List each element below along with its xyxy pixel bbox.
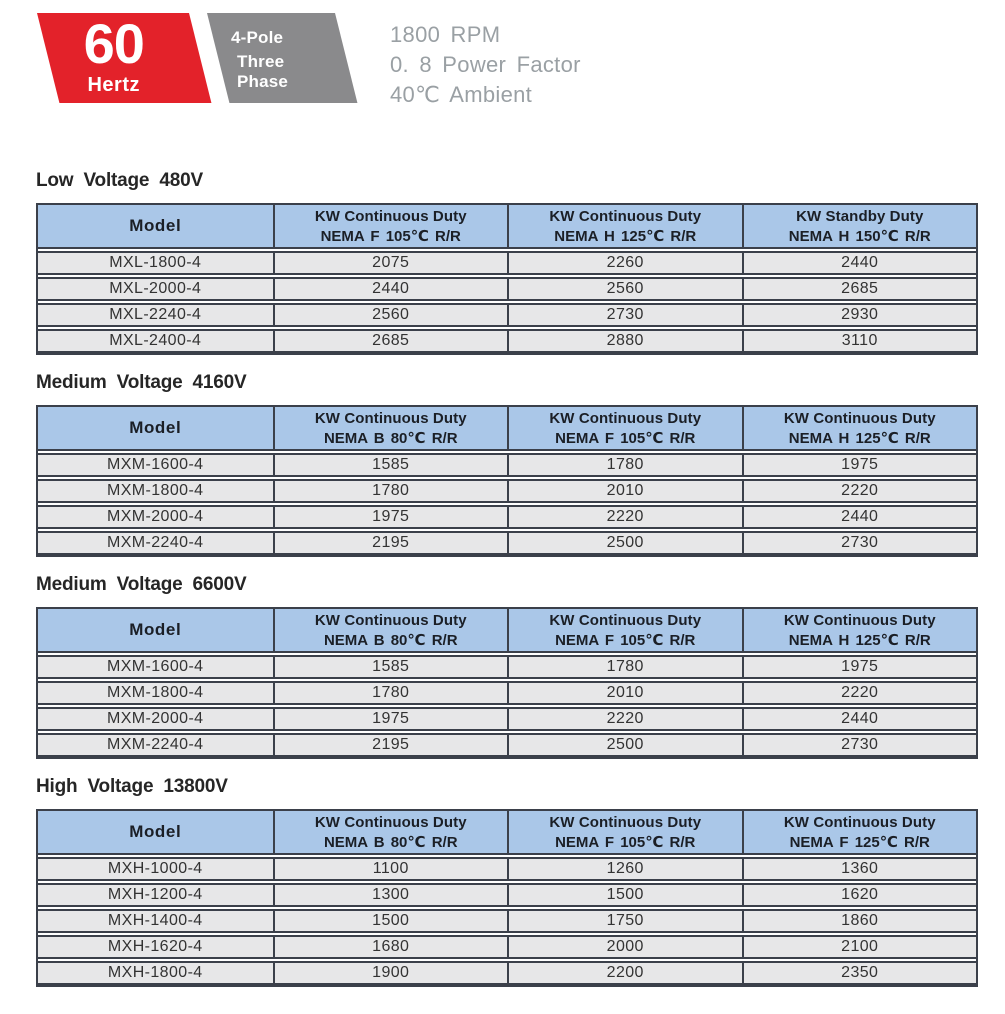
pole-label: 4-Pole [231, 28, 284, 47]
column-header [273, 811, 508, 855]
section-title: Medium Voltage 4160V [36, 372, 247, 393]
column-header [507, 205, 742, 249]
column-header-line1: Model [129, 216, 182, 235]
value-cell: 1780 [273, 479, 508, 503]
spec-table-wrapper [36, 405, 978, 557]
model-cell: MXH-1800-4 [38, 961, 273, 985]
column-header-line1: KW Continuous Duty [549, 207, 702, 225]
ambient-spec: 40℃ Ambient [390, 82, 533, 107]
table-row [38, 857, 976, 881]
table-row [38, 883, 976, 907]
column-header-line2: NEMA F 105℃ R/R [320, 227, 461, 245]
value-cell: 1585 [273, 655, 508, 679]
value-cell: 1620 [742, 883, 977, 907]
value-cell: 2195 [273, 531, 508, 555]
table-row [38, 453, 976, 477]
value-cell: 2880 [507, 329, 742, 353]
column-header-line1: KW Continuous Duty [314, 611, 467, 629]
column-header-line1: Model [129, 822, 182, 841]
header-row [38, 811, 976, 855]
column-header-line1: KW Continuous Duty [783, 409, 936, 427]
column-header-line1: KW Continuous Duty [549, 611, 702, 629]
column-header [38, 205, 273, 249]
model-cell: MXM-1600-4 [38, 655, 273, 679]
column-header [273, 407, 508, 451]
model-cell: MXH-1000-4 [38, 857, 273, 881]
model-cell: MXM-1800-4 [38, 681, 273, 705]
model-cell: MXM-2240-4 [38, 733, 273, 757]
value-cell: 1975 [742, 655, 977, 679]
model-cell: MXM-2000-4 [38, 707, 273, 731]
value-cell: 2440 [742, 505, 977, 529]
column-header-line1: KW Standby Duty [796, 207, 924, 225]
spec-list [390, 20, 581, 110]
value-cell: 2220 [507, 505, 742, 529]
value-cell: 2500 [507, 733, 742, 757]
table-row [38, 733, 976, 757]
voltage-section-medium-4160v [36, 372, 978, 557]
column-header-line2: NEMA H 125℃ R/R [788, 631, 931, 649]
value-cell: 3110 [742, 329, 977, 353]
spec-table-wrapper [36, 607, 978, 759]
value-cell: 2075 [273, 251, 508, 275]
value-cell: 2730 [742, 733, 977, 757]
voltage-section-medium-6600v [36, 574, 978, 759]
table-row [38, 935, 976, 959]
rpm-spec: 1800 RPM [390, 22, 501, 47]
value-cell: 1260 [507, 857, 742, 881]
model-cell: MXL-2400-4 [38, 329, 273, 353]
table-row [38, 329, 976, 353]
value-cell: 2000 [507, 935, 742, 959]
value-cell: 1100 [273, 857, 508, 881]
model-cell: MXH-1200-4 [38, 883, 273, 907]
column-header-line2: NEMA F 125℃ R/R [789, 833, 930, 851]
column-header [38, 407, 273, 451]
value-cell: 2195 [273, 733, 508, 757]
value-cell: 2100 [742, 935, 977, 959]
header-row [38, 205, 976, 249]
column-header-line1: Model [129, 620, 182, 639]
column-header [742, 407, 977, 451]
spec-table-wrapper [36, 203, 978, 355]
model-cell: MXM-2240-4 [38, 531, 273, 555]
value-cell: 1680 [273, 935, 508, 959]
value-cell: 1300 [273, 883, 508, 907]
value-cell: 2220 [507, 707, 742, 731]
column-header [507, 811, 742, 855]
column-header [38, 609, 273, 653]
value-cell: 2730 [742, 531, 977, 555]
column-header [742, 205, 977, 249]
column-header-line2: NEMA H 125℃ R/R [788, 429, 931, 447]
value-cell: 2220 [742, 681, 977, 705]
column-header-line2: NEMA F 105℃ R/R [555, 631, 696, 649]
value-cell: 1900 [273, 961, 508, 985]
section-title: Low Voltage 480V [36, 170, 203, 191]
value-cell: 1780 [273, 681, 508, 705]
header-row [38, 407, 976, 451]
voltage-section-high-13800v [36, 776, 978, 987]
value-cell: 1360 [742, 857, 977, 881]
column-header-line1: KW Continuous Duty [314, 409, 467, 427]
model-cell: MXM-1800-4 [38, 479, 273, 503]
table-row [38, 655, 976, 679]
frequency-badge [37, 13, 211, 103]
column-header-line2: NEMA F 105℃ R/R [555, 429, 696, 447]
value-cell: 2685 [273, 329, 508, 353]
phase-label: Three Phase [237, 52, 289, 91]
value-cell: 2200 [507, 961, 742, 985]
value-cell: 2730 [507, 303, 742, 327]
table-row [38, 505, 976, 529]
column-header-line1: KW Continuous Duty [314, 813, 467, 831]
column-header [507, 609, 742, 653]
value-cell: 1860 [742, 909, 977, 933]
column-header-line1: KW Continuous Duty [783, 813, 936, 831]
model-cell: MXM-2000-4 [38, 505, 273, 529]
section-title: Medium Voltage 6600V [36, 574, 247, 595]
value-cell: 2010 [507, 681, 742, 705]
frequency-unit: Hertz [87, 74, 140, 96]
value-cell: 2440 [273, 277, 508, 301]
table-row [38, 909, 976, 933]
tables-area [36, 170, 978, 987]
model-cell: MXL-2000-4 [38, 277, 273, 301]
column-header [273, 205, 508, 249]
page-header [0, 0, 1005, 112]
column-header [742, 811, 977, 855]
column-header-line1: KW Continuous Duty [549, 409, 702, 427]
model-cell: MXL-1800-4 [38, 251, 273, 275]
table-row [38, 251, 976, 275]
value-cell: 2440 [742, 707, 977, 731]
value-cell: 1750 [507, 909, 742, 933]
spec-table [38, 203, 976, 355]
column-header-line2: NEMA H 125℃ R/R [554, 227, 697, 245]
model-cell: MXM-1600-4 [38, 453, 273, 477]
model-cell: MXH-1620-4 [38, 935, 273, 959]
value-cell: 1975 [273, 707, 508, 731]
table-row [38, 479, 976, 503]
spec-table [38, 405, 976, 557]
value-cell: 2220 [742, 479, 977, 503]
value-cell: 2685 [742, 277, 977, 301]
value-cell: 2560 [273, 303, 508, 327]
value-cell: 1780 [507, 453, 742, 477]
table-row [38, 707, 976, 731]
column-header [507, 407, 742, 451]
table-row [38, 531, 976, 555]
power-factor-spec: 0. 8 Power Factor [390, 52, 581, 77]
value-cell: 2930 [742, 303, 977, 327]
column-header-line1: Model [129, 418, 182, 437]
value-cell: 1500 [273, 909, 508, 933]
voltage-section-low-480v [36, 170, 978, 355]
table-row [38, 303, 976, 327]
value-cell: 2260 [507, 251, 742, 275]
frequency-value: 60 [83, 12, 144, 75]
value-cell: 1975 [273, 505, 508, 529]
column-header-line2: NEMA B 80℃ R/R [323, 631, 458, 649]
section-title: High Voltage 13800V [36, 776, 228, 797]
column-header-line2: NEMA B 80℃ R/R [323, 833, 458, 851]
value-cell: 2440 [742, 251, 977, 275]
header-row [38, 609, 976, 653]
spec-table [38, 607, 976, 759]
value-cell: 2500 [507, 531, 742, 555]
pole-phase-badge [207, 13, 357, 103]
column-header-line2: NEMA B 80℃ R/R [323, 429, 458, 447]
value-cell: 2350 [742, 961, 977, 985]
column-header [273, 609, 508, 653]
column-header-line1: KW Continuous Duty [549, 813, 702, 831]
column-header [742, 609, 977, 653]
table-row [38, 277, 976, 301]
column-header [38, 811, 273, 855]
value-cell: 2010 [507, 479, 742, 503]
column-header-line2: NEMA H 150℃ R/R [788, 227, 931, 245]
table-row [38, 681, 976, 705]
spec-table [38, 809, 976, 987]
column-header-line2: NEMA F 105℃ R/R [555, 833, 696, 851]
value-cell: 1780 [507, 655, 742, 679]
value-cell: 1975 [742, 453, 977, 477]
column-header-line1: KW Continuous Duty [314, 207, 467, 225]
value-cell: 1585 [273, 453, 508, 477]
model-cell: MXL-2240-4 [38, 303, 273, 327]
value-cell: 1500 [507, 883, 742, 907]
spec-table-wrapper [36, 809, 978, 987]
table-row [38, 961, 976, 985]
model-cell: MXH-1400-4 [38, 909, 273, 933]
value-cell: 2560 [507, 277, 742, 301]
column-header-line1: KW Continuous Duty [783, 611, 936, 629]
